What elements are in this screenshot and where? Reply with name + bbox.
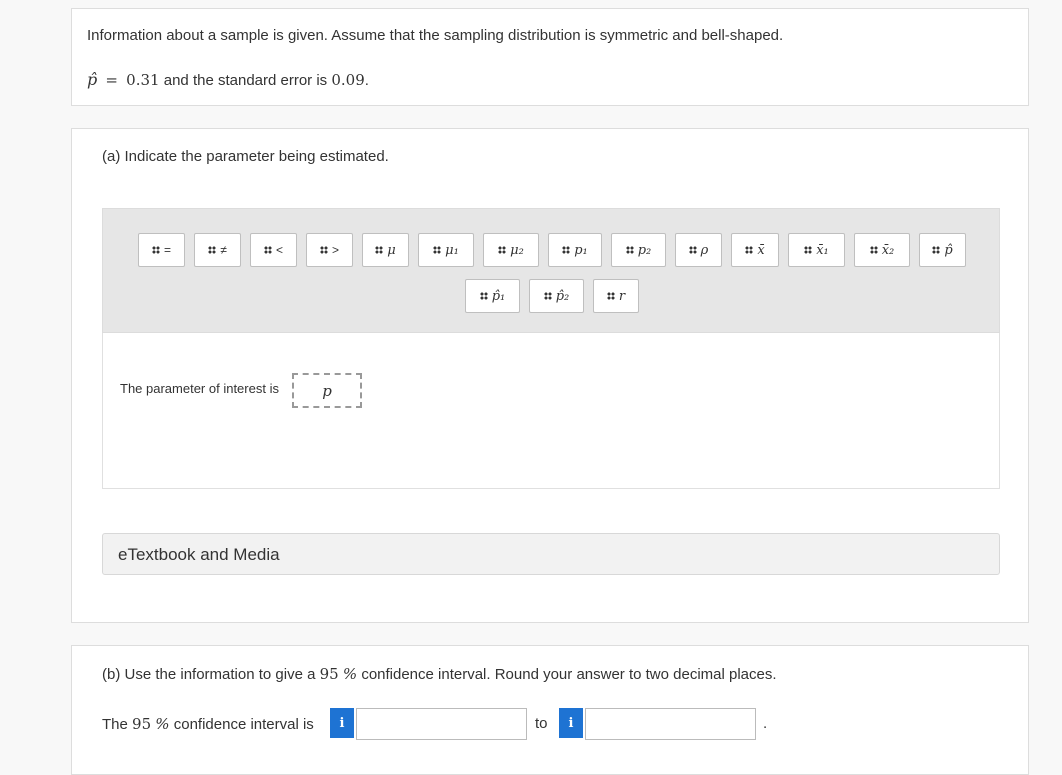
drag-grip-icon: [152, 246, 160, 254]
tile-r[interactable]: r: [593, 279, 639, 313]
part-a-panel: [71, 128, 1029, 623]
drag-grip-icon: [480, 292, 488, 300]
answer-label: The parameter of interest is: [120, 381, 279, 396]
tile-not-equal[interactable]: ≠: [194, 233, 241, 267]
drag-grip-icon: [932, 246, 940, 254]
drag-grip-icon: [626, 246, 634, 254]
ci-label: The 95 % confidence interval is: [102, 715, 314, 733]
to-label: to: [535, 715, 548, 732]
tile-equals[interactable]: =: [138, 233, 185, 267]
tile-mu[interactable]: μ: [362, 233, 409, 267]
answer-area: [102, 333, 1000, 489]
problem-statement: Information about a sample is given. Assume that the sampling distribution is symmetric and bell-shaped.: [87, 27, 784, 44]
drag-grip-icon: [745, 246, 753, 254]
tile-rho[interactable]: ρ: [675, 233, 722, 267]
drag-grip-icon: [689, 246, 697, 254]
tile-phat2[interactable]: p̂₂: [529, 279, 584, 313]
upper-bound-input[interactable]: [585, 708, 756, 740]
parameter-drop-zone[interactable]: [292, 373, 362, 408]
tile-xbar2[interactable]: x̄₂: [854, 233, 910, 267]
lower-info-icon[interactable]: i: [330, 708, 354, 738]
tile-xbar[interactable]: x̄: [731, 233, 779, 267]
tile-phat[interactable]: p̂: [919, 233, 966, 267]
part-b-panel: [71, 645, 1029, 775]
etextbook-media-button[interactable]: eTextbook and Media: [102, 533, 1000, 575]
lower-bound-input[interactable]: [356, 708, 527, 740]
drag-grip-icon: [375, 246, 383, 254]
phat-value: 0.31: [126, 71, 160, 89]
problem-statement-panel: [71, 8, 1029, 106]
se-text: and the standard error is: [163, 72, 328, 89]
part-b-question: (b) Use the information to give a 95 % confidence interval. Round your answer to two decimal places.: [102, 665, 777, 683]
tile-less-than[interactable]: <: [250, 233, 297, 267]
equals-sign: =: [105, 71, 118, 89]
drag-grip-icon: [804, 246, 812, 254]
drag-grip-icon: [498, 246, 506, 254]
symbol-palette: [102, 208, 1000, 333]
tile-p1[interactable]: p₁: [548, 233, 602, 267]
drag-grip-icon: [562, 246, 570, 254]
tile-xbar1[interactable]: x̄₁: [788, 233, 845, 267]
drag-grip-icon: [544, 292, 552, 300]
upper-info-icon[interactable]: i: [559, 708, 583, 738]
part-a-question: (a) Indicate the parameter being estimated.: [102, 148, 389, 165]
drag-grip-icon: [320, 246, 328, 254]
se-value: 0.09: [331, 71, 365, 89]
tile-phat1[interactable]: p̂₁: [465, 279, 520, 313]
tile-mu1[interactable]: μ₁: [418, 233, 474, 267]
tile-greater-than[interactable]: >: [306, 233, 353, 267]
drag-grip-icon: [607, 292, 615, 300]
given-values-line: [87, 70, 369, 89]
ci-period: .: [763, 715, 768, 732]
drag-grip-icon: [264, 246, 272, 254]
drag-grip-icon: [870, 246, 878, 254]
tile-mu2[interactable]: μ₂: [483, 233, 539, 267]
drag-grip-icon: [433, 246, 441, 254]
tile-p2[interactable]: p₂: [611, 233, 666, 267]
dropped-parameter: p: [322, 381, 332, 400]
period: .: [364, 72, 369, 89]
phat-symbol: p̂: [87, 70, 98, 89]
drag-grip-icon: [208, 246, 216, 254]
